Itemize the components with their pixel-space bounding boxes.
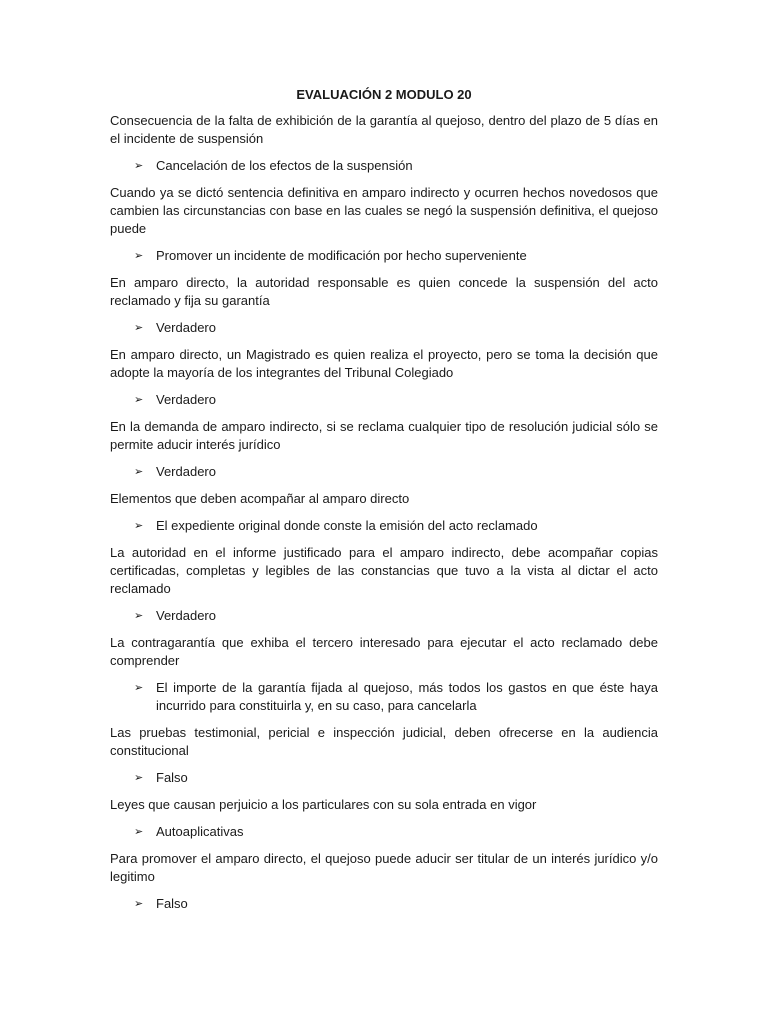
answer-item	[134, 157, 658, 175]
arrow-bullet-icon: ➢	[134, 610, 144, 622]
arrow-bullet-icon: ➢	[134, 772, 144, 784]
answer-text: Falso	[156, 770, 188, 785]
arrow-bullet-icon: ➢	[134, 466, 144, 478]
answer-item	[134, 769, 658, 787]
answer-item	[134, 319, 658, 337]
answer-text: Verdadero	[156, 392, 216, 407]
arrow-bullet-icon: ➢	[134, 520, 144, 532]
answer-text: Verdadero	[156, 320, 216, 335]
answer-text: Verdadero	[156, 608, 216, 623]
arrow-bullet-icon: ➢	[134, 250, 144, 262]
question-text: En amparo directo, un Magistrado es quien realiza el proyecto, pero se toma la decisión que adopte la mayoría de los integrantes del Tribunal Colegiado	[110, 347, 658, 380]
answer-item	[134, 391, 658, 409]
answer-item	[134, 463, 658, 481]
question-text: En amparo directo, la autoridad responsable es quien concede la suspensión del acto reclamado y fija su garantía	[110, 275, 658, 308]
arrow-bullet-icon: ➢	[134, 394, 144, 406]
answer-text: El importe de la garantía fijada al quejoso, más todos los gastos en que éste haya incurrido para constituirla y, en su caso, para cancelarla	[156, 680, 658, 713]
answer-text: El expediente original donde conste la emisión del acto reclamado	[156, 518, 538, 533]
answer-item	[134, 607, 658, 625]
answer-item	[134, 517, 658, 535]
answer-text: Falso	[156, 896, 188, 911]
arrow-bullet-icon: ➢	[134, 160, 144, 172]
qa-list	[110, 112, 658, 913]
answer-item	[134, 823, 658, 841]
document-page	[110, 86, 658, 922]
answer-item	[134, 247, 658, 265]
question-text: La autoridad en el informe justificado para el amparo indirecto, debe acompañar copias certificadas, completas y legibles de las constancias que tuvo a la vista al dictar el acto reclamado	[110, 545, 658, 596]
arrow-bullet-icon: ➢	[134, 682, 144, 694]
question-text: Leyes que causan perjuicio a los particulares con su sola entrada en vigor	[110, 797, 537, 812]
answer-text: Verdadero	[156, 464, 216, 479]
answer-text: Promover un incidente de modificación por hecho superveniente	[156, 248, 527, 263]
question-text: La contragarantía que exhiba el tercero interesado para ejecutar el acto reclamado debe comprender	[110, 635, 658, 668]
question-text: Para promover el amparo directo, el quejoso puede aducir ser titular de un interés jurídico y/o legitimo	[110, 851, 658, 884]
question-text: Las pruebas testimonial, pericial e inspección judicial, deben ofrecerse en la audiencia constitucional	[110, 725, 658, 758]
question-text: Cuando ya se dictó sentencia definitiva en amparo indirecto y ocurren hechos novedosos que cambien las circunstancias con base en las cuales se negó la suspensión definitiva, el quejoso puede	[110, 185, 658, 236]
answer-text: Cancelación de los efectos de la suspensión	[156, 158, 413, 173]
arrow-bullet-icon: ➢	[134, 826, 144, 838]
answer-text: Autoaplicativas	[156, 824, 244, 839]
question-text: Elementos que deben acompañar al amparo directo	[110, 491, 410, 506]
answer-item	[134, 895, 658, 913]
document-title: EVALUACIÓN 2 MODULO 20	[296, 87, 472, 102]
arrow-bullet-icon: ➢	[134, 322, 144, 334]
arrow-bullet-icon: ➢	[134, 898, 144, 910]
question-text: Consecuencia de la falta de exhibición de la garantía al quejoso, dentro del plazo de 5 días en el incidente de suspensión	[110, 113, 658, 146]
question-text: En la demanda de amparo indirecto, si se reclama cualquier tipo de resolución judicial sólo se permite aducir interés jurídico	[110, 419, 658, 452]
answer-item	[134, 679, 658, 715]
